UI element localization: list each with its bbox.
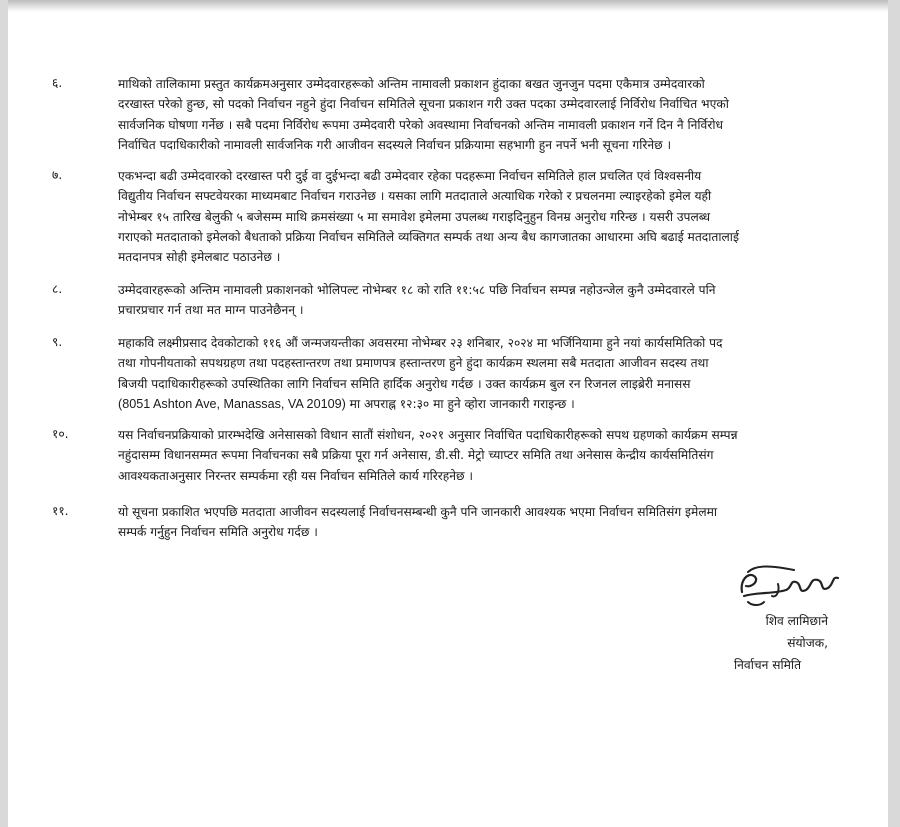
paragraph-body (118, 502, 844, 543)
text-line: आवश्यकताअनुसार निरन्तर सम्पर्कमा रही यस निर्वाचन समितिले कार्य गरिरहनेछ । (118, 468, 474, 483)
text-line: गराएको मतदाताको इमेलको बैधताको प्रक्रिया निर्वाचन समितिले व्यक्तिगत सम्पर्क तथा अन्य बैध कागजातका आधारमा अघि बढाई मतदातालाई (118, 229, 739, 244)
handwritten-signature (734, 562, 844, 610)
text-line: एकभन्दा बढी उम्मेदवारको दरखास्त परी दुई वा दुईभन्दा बढी उम्मेदवार रहेका पदहरूमा निर्वाचन समितिले हाल प्रचलित एवं विश्वसनीय (118, 169, 702, 183)
text-line-tail: मा अपराह्न १२:३० मा हुने व्होरा जानकारी गराइन्छ । (345, 396, 575, 411)
document-page (8, 0, 888, 827)
paragraph-body (118, 74, 844, 155)
text-line: नोभेम्बर १५ तारिख बेलुकी ५ बजेसम्म माथि क्रमसंख्या ५ मा समावेश इमेलमा उपलब्ध गराइदिनुहुन विनम्र अनुरोध गरिन्छ । यसरी उपलब्ध (118, 209, 711, 224)
scan-shadow (8, 0, 888, 12)
text-line: महाकवि लक्ष्मीप्रसाद देवकोटाको ११६ औं जन्मजयन्तीका अवसरमा नोभेम्बर २३ शनिबार, २०२४ मा भर्जिनियामा हुने नयां कार्यसमितिको पद (118, 336, 723, 350)
text-line (118, 394, 844, 414)
paragraph-8 (52, 280, 844, 321)
text-line: मतदानपत्र सोही इमेलबाट पठाउनेछ । (118, 250, 281, 265)
text-line: नहुंदासम्म विधानसम्मत रूपमा निर्वाचनका सबै प्रक्रिया पूरा गर्न अनेसास, डी.सी. मेट्रो च्याप्टर समिति तथा अनेसास केन्द्रीय कार्यसमितिसंग (118, 448, 714, 463)
paragraph-body (118, 333, 844, 414)
text-line: उम्मेदवारहरूको अन्तिम नामावली प्रकाशनको भोलिपल्ट नोभेम्बर १८ को राति ११:५८ पछि निर्वाचन सम्पन्न नहोउन्जेल कुनै उम्मेदवारले पनि (118, 283, 716, 297)
text-line: यस निर्वाचनप्रक्रियाको प्रारम्भदेखि अनेसासको विधान सातौं संशोधन, २०२१ अनुसार निर्वाचित पदाधिकारीहरूको सपथ ग्रहणको कार्यक्रम सम्पन्न (118, 428, 738, 442)
paragraph-number: १०. (52, 427, 69, 441)
paragraph-6 (52, 74, 844, 155)
text-line: विद्युतीय निर्वाचन सफ्टवेयरका माध्यमबाट निर्वाचन गराउनेछ । यसका लागि मतदाताले अत्याधिक गरेको र प्रचलनमा ल्याइरहेको इमेल यही (118, 189, 712, 204)
paragraph-9 (52, 333, 844, 414)
venue-address: (8051 Ashton Ave, Manassas, VA 20109) (118, 396, 346, 411)
signatory-name: शिव लामिछाने (765, 614, 828, 628)
text-line: प्रचारप्रचार गर्न तथा मत माग्न पाउनेछैनन् । (118, 303, 304, 318)
text-line: दरखास्त परेको हुन्छ, सो पदको निर्वाचन नहुने हुंदा निर्वाचन समितिले सूचना प्रकाशन गरी उक्त पदका उम्मेदवारलाई निर्विरोध निर्वाचित भएको (118, 97, 729, 112)
paragraph-11 (52, 502, 844, 543)
paragraph-number: ७. (52, 168, 63, 182)
paragraph-number: ९. (52, 335, 63, 349)
signatory-role: संयोजक, (787, 636, 828, 650)
text-line: माथिको तालिकामा प्रस्तुत कार्यक्रमअनुसार उम्मेदवारहरूको अन्तिम नामावली प्रकाशन हुंदाका बखत जुनजुन पदमा एकैमात्र उम्मेदवारको (118, 77, 705, 91)
text-line: यो सूचना प्रकाशित भएपछि मतदाता आजीवन सदस्यलाई निर्वाचनसम्बन्धी कुनै पनि जानकारी आवश्यक भएमा निर्वाचन समितिसंग इमेलमा (118, 505, 718, 519)
signatory-committee: निर्वाचन समिति (734, 658, 802, 672)
paragraph-10 (52, 425, 844, 486)
text-line: बिजयी पदाधिकारीहरूको उपस्थितिका लागि निर्वाचन समिति हार्दिक अनुरोध गर्दछ । उक्त कार्यक्रम बुल रन रिजनल लाइब्रेरी मनासस (118, 376, 691, 391)
text-line: सार्वजनिक घोषणा गर्नेछ । सबै पदमा निर्विरोध रूपमा उम्मेदवारी परेको अवस्थामा निर्वाचनको अन्तिम नामावली प्रकाशन गर्ने दिन नै निर्विरोध (118, 117, 723, 132)
paragraph-body (118, 166, 844, 267)
paragraph-number: ६. (52, 76, 63, 90)
paragraph-7 (52, 166, 844, 267)
text-line: सम्पर्क गर्नुहुन निर्वाचन समिति अनुरोध गर्दछ । (118, 525, 318, 540)
paragraph-number: ११. (52, 504, 69, 518)
text-line: तथा गोपनीयताको सपथग्रहण तथा पदहस्तान्तरण तथा प्रमाणपत्र हस्तान्तरण हुने हुंदा कार्यक्रम स्थलमा सबै मतदाता आजीवन सदस्य तथा (118, 356, 709, 371)
paragraph-number: ८. (52, 282, 63, 296)
text-line: निर्वाचित पदाधिकारीको नामावली सार्वजनिक गरी आजीवन सदस्यले निर्वाचन प्रक्रियामा सहभागी हुन नपर्ने भनी सूचना गरिनेछ । (118, 137, 672, 152)
signature-block (734, 562, 874, 676)
paragraph-body (118, 425, 844, 486)
paragraph-body (118, 280, 844, 321)
